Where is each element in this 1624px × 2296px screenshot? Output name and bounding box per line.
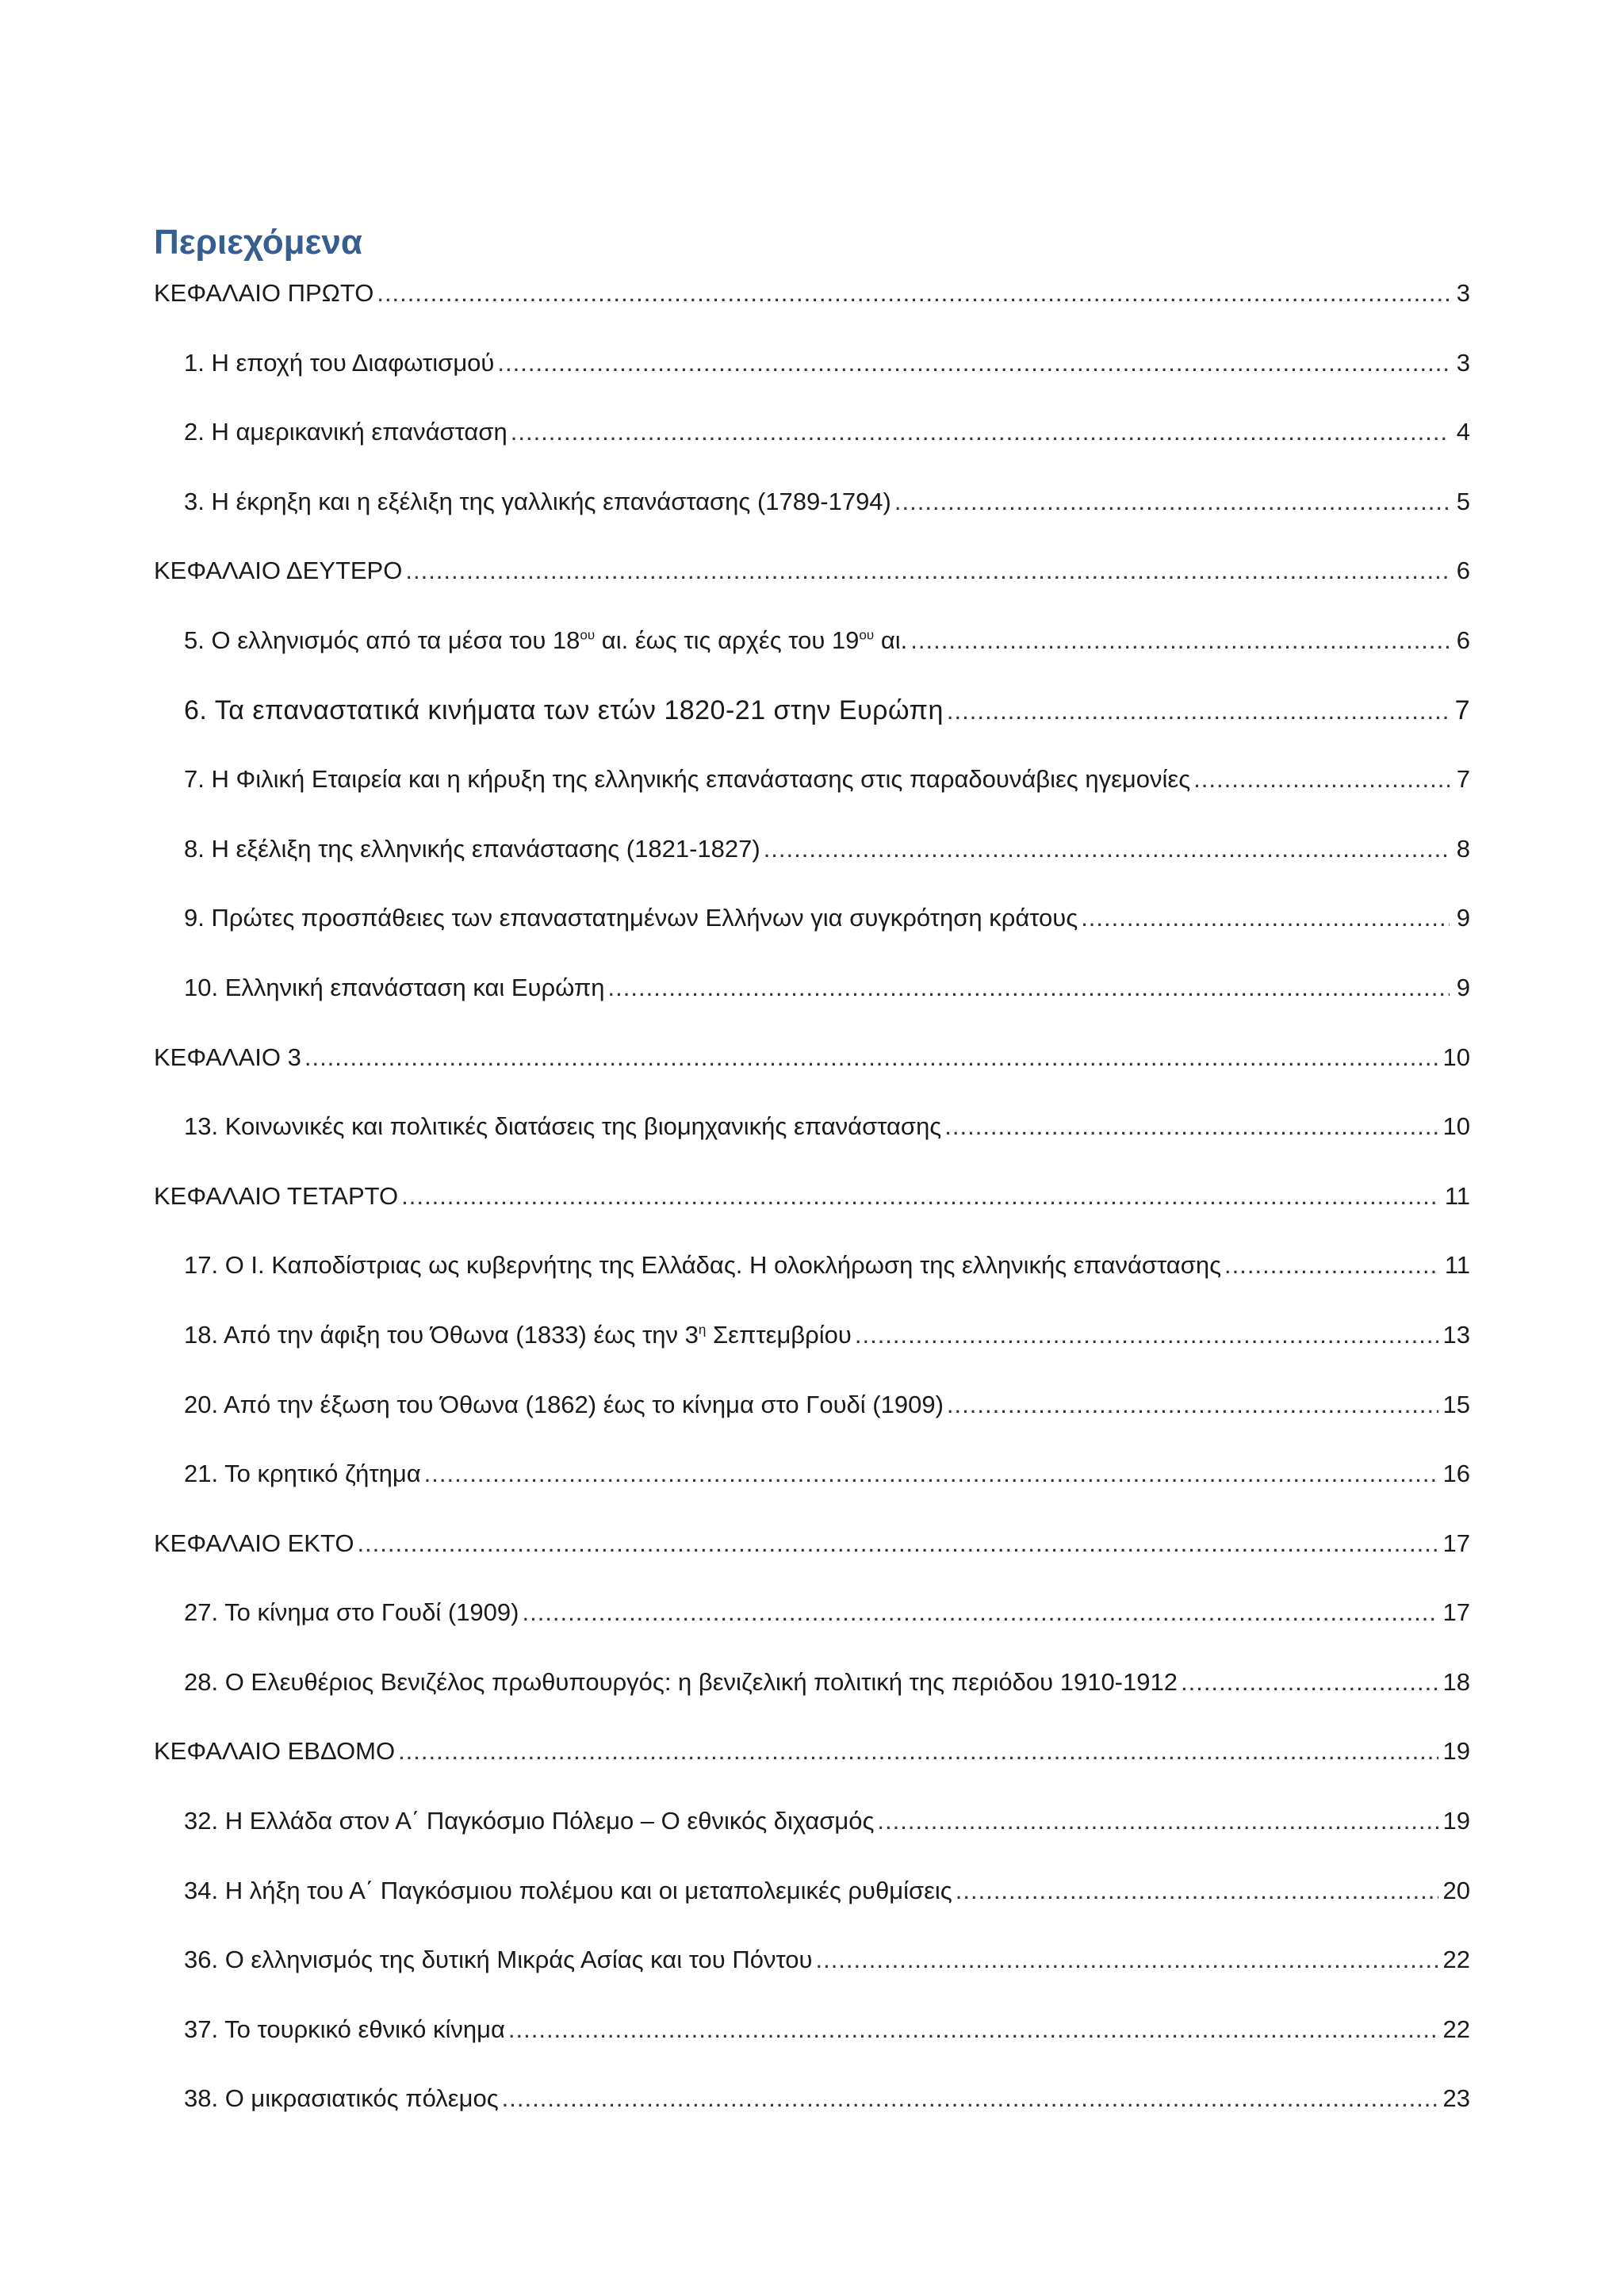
label-text: 18. Από την άφιξη του Όθωνα (1833) έως την 3 [184,1320,699,1349]
toc-page-number: 11 [1444,1251,1470,1280]
toc-page-number: 22 [1442,1946,1470,1974]
toc-page-number: 6 [1456,626,1470,654]
toc-entry-label: 34. Η λήξη του Α΄ Παγκόσμιου πολέμου και οι μεταπολεμικές ρυθμίσεις [184,1876,952,1904]
dot-leader [401,1173,1440,1220]
toc-page-number: 10 [1442,1043,1470,1071]
toc-section-entry[interactable] [154,1867,1470,1937]
toc-section-entry[interactable] [154,339,1470,409]
toc-section-entry[interactable] [154,825,1470,895]
toc-section-entry[interactable] [154,2006,1470,2076]
toc-entry-label: ΚΕΦΑΛΑΙΟ ΔΕΥΤΕΡΟ [154,557,403,585]
toc-chapter-entry[interactable] [154,1728,1470,1797]
toc-page-number: 11 [1444,1181,1470,1210]
dot-leader [508,2006,1438,2053]
dot-leader [877,1797,1438,1845]
toc-page-number: 3 [1456,348,1470,377]
dot-leader [947,687,1450,735]
toc-page-number: 17 [1442,1529,1470,1557]
toc-section-entry[interactable] [154,1103,1470,1173]
label-text: 5. Ο ελληνισμός από τα μέσα του 18 [184,626,580,654]
toc-page-number: 16 [1442,1460,1470,1488]
dot-leader [1224,1242,1440,1289]
dot-leader [377,270,1450,317]
toc-section-entry[interactable] [154,964,1470,1034]
toc-page-number: 7 [1456,765,1470,794]
dot-leader [764,825,1450,873]
toc-entry-label: ΚΕΦΑΛΑΙΟ 3 [154,1043,301,1071]
toc-page-number: 20 [1442,1876,1470,1904]
toc-entry-label [184,617,907,664]
toc-section-entry[interactable] [154,1797,1470,1867]
dot-leader [1181,1659,1438,1706]
toc-chapter-entry[interactable] [154,1034,1470,1104]
toc-page-number: 18 [1442,1667,1470,1696]
dot-leader [608,964,1450,1012]
toc-page-number: 4 [1456,418,1470,446]
dot-leader [511,408,1450,456]
toc-entry-label: ΚΕΦΑΛΑΙΟ ΤΕΤΑΡΤΟ [154,1181,399,1210]
toc-section-entry[interactable] [154,478,1470,548]
toc-entry-label: 27. Το κίνημα στο Γουδί (1909) [184,1598,519,1627]
dot-leader [405,547,1450,595]
toc-section-entry[interactable] [154,1450,1470,1520]
dot-leader [956,1867,1438,1915]
toc-section-entry[interactable] [154,1381,1470,1451]
toc-chapter-entry[interactable] [154,270,1470,339]
dot-leader [1081,894,1450,942]
toc-entry-label: 1. Η εποχή του Διαφωτισμού [184,348,495,377]
dot-leader [947,1381,1438,1429]
toc-entry-label: ΚΕΦΑΛΑΙΟ ΕΚΤΟ [154,1529,354,1557]
label-text: αι. έως τις αρχές του 19 [595,626,860,654]
dot-leader [424,1450,1438,1498]
toc-page-number: 23 [1442,2084,1470,2113]
toc-page-number: 13 [1442,1320,1470,1349]
toc-entry-label: 6. Τα επαναστατικά κινήματα των ετών 1820-21 στην Ευρώπη [184,695,944,725]
superscript-text: ου [859,627,875,643]
toc-section-entry[interactable] [154,1659,1470,1728]
toc-section-entry[interactable] [154,1936,1470,2006]
dot-leader [357,1520,1438,1567]
toc-section-entry[interactable] [154,1589,1470,1659]
toc-entry-label: 2. Η αμερικανική επανάσταση [184,418,508,446]
toc-entry-label: 36. Ο ελληνισμός της δυτική Μικράς Ασίας και του Πόντου [184,1946,813,1974]
toc-entry-label: 3. Η έκρηξη και η εξέλιξη της γαλλικής επανάστασης (1789-1794) [184,487,891,515]
dot-leader [304,1034,1438,1081]
dot-leader [522,1589,1438,1636]
toc-entry-label: 20. Από την έξωση του Όθωνα (1862) έως το κίνημα στο Γουδί (1909) [184,1390,944,1418]
toc-page-number: 9 [1456,973,1470,1001]
dot-leader [1193,756,1450,803]
toc-page-number: 10 [1442,1112,1470,1141]
toc-page-number: 19 [1442,1737,1470,1766]
toc-page-number: 17 [1442,1598,1470,1627]
label-text: αι. [874,626,908,654]
dot-leader [497,339,1450,387]
toc-page-number: 19 [1442,1807,1470,1835]
toc-page-number: 5 [1456,487,1470,515]
toc-chapter-entry[interactable] [154,547,1470,617]
toc-section-entry[interactable] [154,2075,1470,2145]
toc-page-number: 6 [1456,557,1470,585]
dot-leader [398,1728,1438,1775]
dot-leader [502,2075,1438,2122]
toc-entry-label: 13. Κοινωνικές και πολιτικές διατάσεις της βιομηχανικής επανάστασης [184,1112,942,1141]
toc-section-entry[interactable] [154,756,1470,825]
dot-leader [855,1311,1438,1359]
superscript-text: η [698,1322,707,1337]
dot-leader [815,1936,1438,1984]
toc-section-entry[interactable] [154,687,1470,756]
page-title: Περιεχόμενα [154,223,362,262]
toc-entry-label: 9. Πρώτες προσπάθειες των επαναστατημένων Ελλήνων για συγκρότηση κράτους [184,904,1078,932]
dot-leader [944,1103,1438,1150]
toc-entry-label: 8. Η εξέλιξη της ελληνικής επανάστασης (1821-1827) [184,834,760,863]
toc-page-number: 22 [1442,2015,1470,2043]
toc-entry-label: 7. Η Φιλική Εταιρεία και η κήρυξη της ελληνικής επανάστασης στις παραδουνάβιες ηγεμονίες [184,765,1191,794]
toc-chapter-entry[interactable] [154,1173,1470,1242]
toc-entry-label: 32. Η Ελλάδα στον Α΄ Παγκόσμιο Πόλεμο – Ο εθνικός διχασμός [184,1807,875,1835]
toc-page-number: 3 [1456,279,1470,307]
toc-page-number: 9 [1456,904,1470,932]
toc-entry-label: ΚΕΦΑΛΑΙΟ ΠΡΩΤΟ [154,279,374,307]
superscript-text: ου [580,627,596,643]
dot-leader [894,478,1450,526]
toc-entry-label: ΚΕΦΑΛΑΙΟ ΕΒΔΟΜΟ [154,1737,396,1766]
toc-entry-label [184,1311,852,1359]
table-of-contents [154,270,1470,2145]
toc-section-entry[interactable] [154,1311,1470,1381]
toc-entry-label: 10. Ελληνική επανάσταση και Ευρώπη [184,973,605,1001]
toc-page-number: 7 [1454,695,1470,725]
toc-entry-label: 38. Ο μικρασιατικός πόλεμος [184,2084,499,2113]
label-text: Σεπτεμβρίου [706,1320,852,1349]
toc-entry-label: 21. Το κρητικό ζήτημα [184,1460,421,1488]
toc-section-entry[interactable] [154,894,1470,964]
toc-entry-label: 28. Ο Ελευθέριος Βενιζέλος πρωθυπουργός: η βενιζελική πολιτική της περιόδου 1910-1912 [184,1667,1178,1696]
toc-entry-label: 17. Ο Ι. Καποδίστριας ως κυβερνήτης της Ελλάδας. Η ολοκλήρωση της ελληνικής επανάστασης [184,1251,1222,1280]
dot-leader [910,617,1450,664]
toc-entry-label: 37. Το τουρκικό εθνικό κίνημα [184,2015,505,2043]
toc-chapter-entry[interactable] [154,1520,1470,1590]
toc-section-entry[interactable] [154,1242,1470,1311]
toc-section-entry[interactable] [154,617,1470,687]
toc-page-number: 15 [1442,1390,1470,1418]
toc-page-number: 8 [1456,834,1470,863]
toc-section-entry[interactable] [154,408,1470,478]
